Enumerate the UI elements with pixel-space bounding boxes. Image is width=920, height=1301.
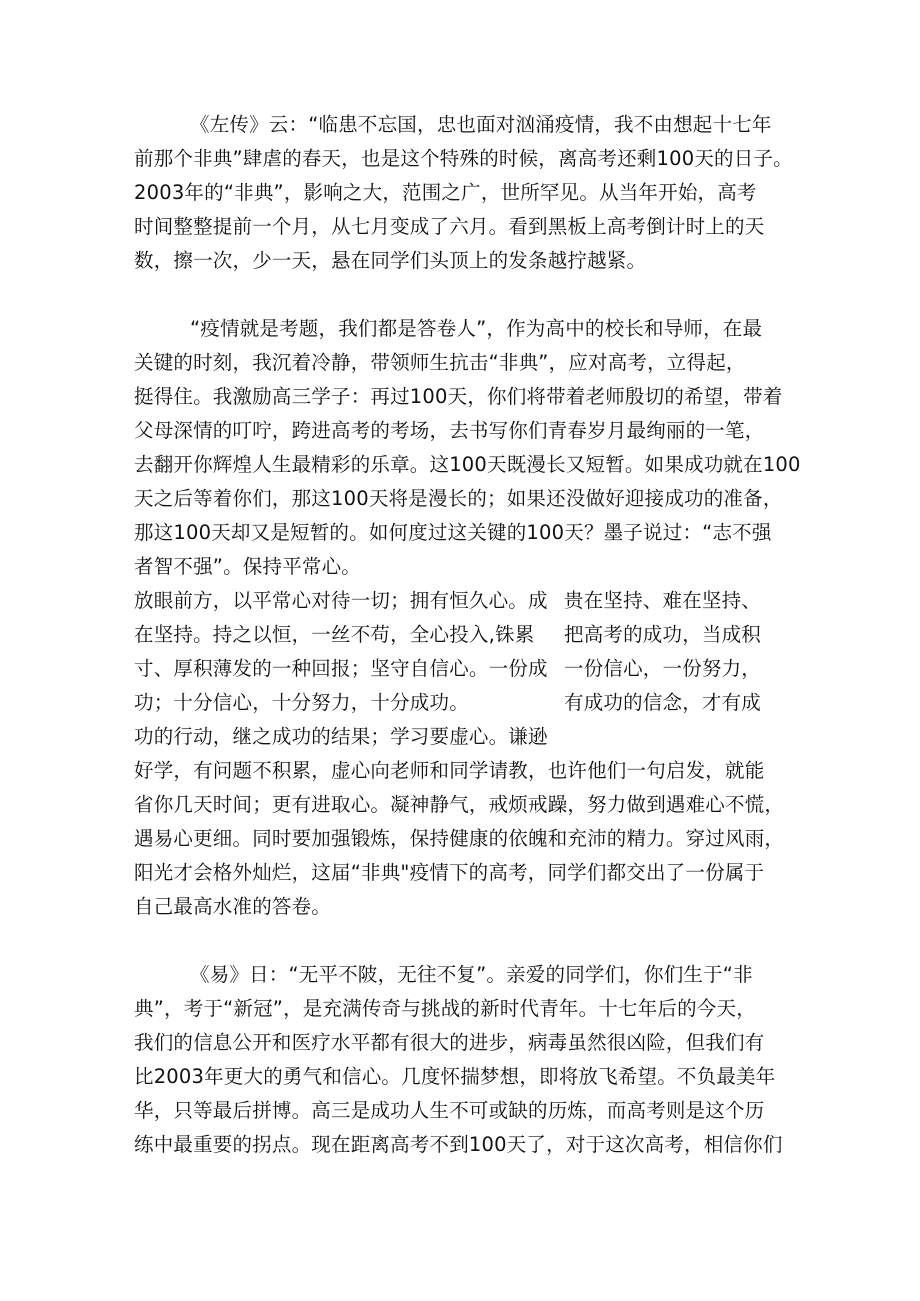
paragraph2-line: 去翻开你辉煌人生最精彩的乐章。这100天既漫长又短暂。如果成功就在100	[134, 453, 801, 476]
paragraph4-line: 华，只等最后拼博。高三是成功人生不可或缺的历炼，而高考则是这个历	[134, 1099, 765, 1122]
paragraph1-line: 《左传》云：“临患不忘国，忠也面对汹涌疫情，我不由想起十七年	[190, 113, 772, 136]
paragraph4-line: 练中最重要的拐点。现在距离高考不到100天了，对于这次高考，相信你们	[134, 1133, 783, 1156]
paragraph4-line: 典”，考于“新冠”，是充满传奇与挑战的新时代青年。十七年后的今天，	[134, 997, 756, 1020]
left-column-line: 在坚持。持之以恒，一丝不苟，全心投入,铢累	[134, 623, 535, 646]
right-column-line: 一份信心，一份努力，	[564, 657, 762, 680]
paragraph3-line: 省你几天时间；更有进取心。凝神静气，戒烦戒躁，努力做到遇难心不慌，	[134, 793, 785, 816]
left-column-line: 寸、厚积薄发的一种回报；坚守自信心。一份成	[134, 657, 548, 680]
left-column-line: 放眼前方，以平常心对待一切；拥有恒久心。成	[134, 589, 548, 612]
left-column-line: 功；十分信心，十分努力，十分成功。	[134, 691, 469, 714]
paragraph2-line: 天之后等着你们，那这100天将是漫长的；如果还没做好迎接成功的准备，	[134, 487, 783, 510]
paragraph2-line: “疫情就是考题，我们都是答卷人”，作为高中的校长和导师，在最	[190, 317, 763, 340]
paragraph1-line: 时间整整提前一个月，从七月变成了六月。看到黑板上高考倒计时上的天	[134, 215, 765, 238]
paragraph1-line: 2003年的“非典”，影响之大，范围之广，世所罕见。从当年开始，高考	[134, 181, 757, 204]
right-column-line: 把高考的成功，当成积	[564, 623, 762, 646]
paragraph2-line: 者智不强”。保持平常心。	[134, 555, 362, 578]
paragraph2-line: 挺得住。我激励高三学子：再过100天，你们将带着老师殷切的希望，带着	[134, 385, 783, 408]
right-column-line: 贵在坚持、难在坚持、	[564, 589, 762, 612]
paragraph2-line: 那这100天却又是短暂的。如何度过这关键的100天？墨子说过：“志不强	[134, 521, 772, 544]
paragraph3-line: 好学，有问题不积累，虚心向老师和同学请教，也许他们一句启发，就能	[134, 759, 765, 782]
paragraph2-line: 关键的时刻，我沉着冷静，带领师生抗击“非典”，应对高考，立得起，	[134, 351, 746, 374]
paragraph3-line: 阳光才会格外灿烂，这届“非典"疫情下的高考，同学们都交出了一份属于	[134, 861, 765, 884]
paragraph1-line: 前那个非典”肆虐的春天，也是这个特殊的时候，离高考还剩100天的日子。	[134, 147, 793, 170]
paragraph4-line: 我们的信息公开和医疗水平都有很大的进步，病毒虽然很凶险，但我们有	[134, 1031, 765, 1054]
paragraph3-line: 自己最高水准的答卷。	[134, 895, 332, 918]
left-column-line: 功的行动，继之成功的结果；学习要虚心。谦逊	[134, 725, 548, 748]
paragraph2-line: 父母深情的叮咛，跨进高考的考场，去书写你们青春岁月最绚丽的一笔，	[134, 419, 765, 442]
paragraph4-line: 比2003年更大的勇气和信心。几度怀揣梦想，即将放飞希望。不负最美年	[134, 1065, 776, 1088]
right-column-line: 有成功的信念，才有成	[564, 691, 762, 714]
paragraph4-line: 《易》日：“无平不陂，无往不复”。亲爱的同学们，你们生于“非	[190, 963, 753, 986]
paragraph1-line: 数，擦一次，少一天，悬在同学们头顶上的发条越拧越紧。	[134, 249, 647, 272]
paragraph3-line: 遇易心更细。同时要加强锻炼，保持健康的依魄和充沛的精力。穿过风雨，	[134, 827, 785, 850]
